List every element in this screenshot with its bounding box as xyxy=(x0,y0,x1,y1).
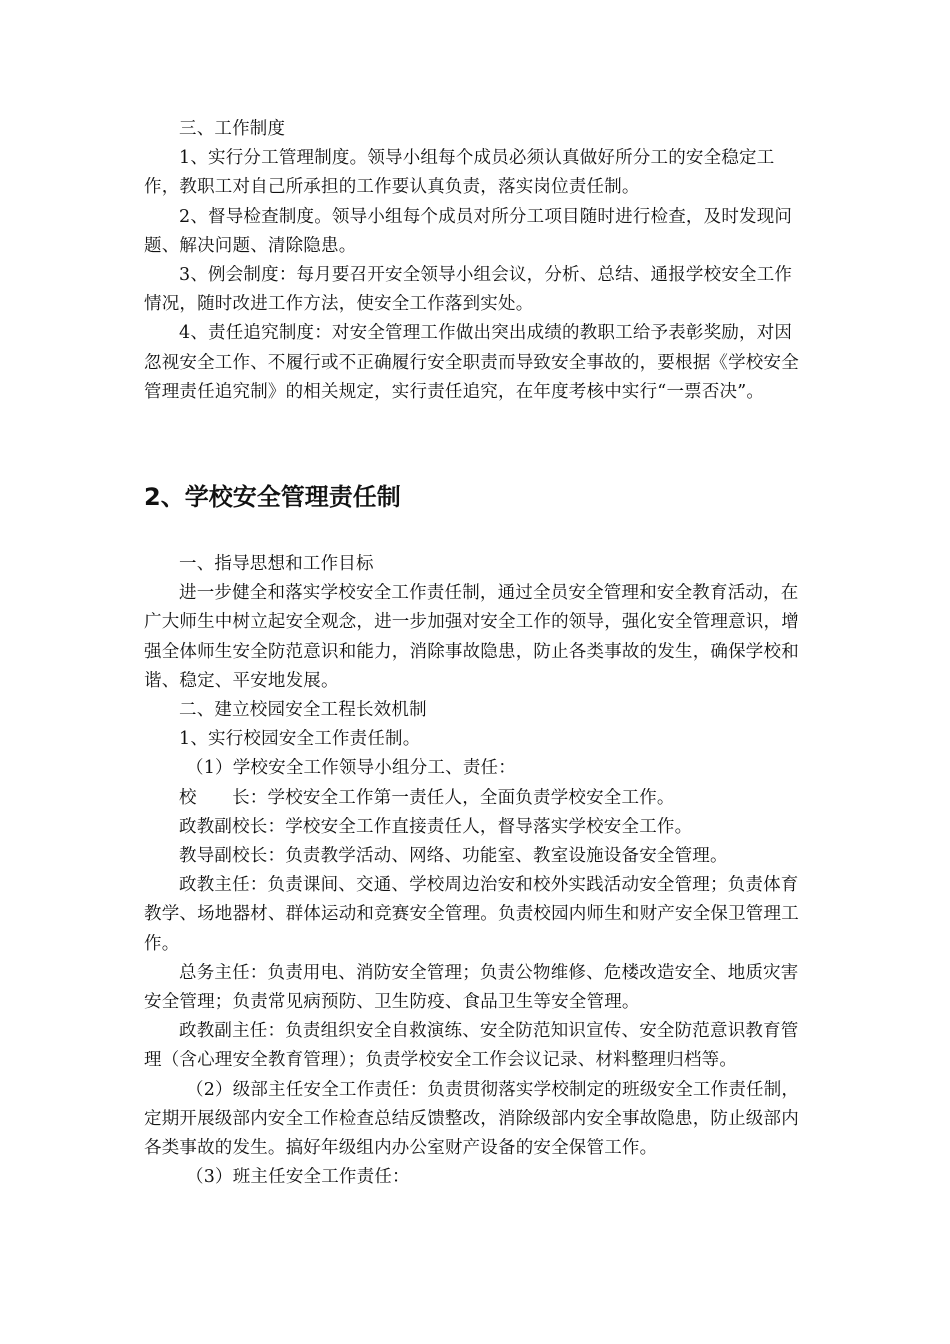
paragraph: （1）学校安全工作领导小组分工、责任： xyxy=(186,758,516,779)
paragraph: （3）班主任安全工作责任： xyxy=(186,1167,410,1188)
paragraph: （2）级部主任安全工作责任：负责贯彻落实学校制定的班级安全工作责任制，定期开展级部内安全工作检查总结反馈整改，消除级部内安全事故隐患，防止级部内各类事故的发生。搞好年级组内办公室财产设备的安全保管工作。 xyxy=(144,1079,800,1159)
paragraph: 教导副校长：负责教学活动、网络、功能室、教室设施设备安全管理。 xyxy=(179,846,728,867)
paragraph: 1、实行校园安全工作责任制。 xyxy=(179,729,421,750)
paragraph: 1、实行分工管理制度。领导小组每个成员必须认真做好所分工的安全稳定工作，教职工对自己所承担的工作要认真负责，落实岗位责任制。 xyxy=(144,148,775,198)
paragraph: 2、督导检查制度。领导小组每个成员对所分工项目随时进行检查，及时发现问题、解决问题、清除隐患。 xyxy=(144,206,793,256)
paragraph: 4、责任追究制度：对安全管理工作做出突出成绩的教职工给予表彰奖励，对因忽视安全工作、不履行或不正确履行安全职责而导致安全事故的，要根据《学校安全管理责任追究制》的相关规定，实行责任追究，在年度考核中实行“一票否决”。 xyxy=(144,323,799,402)
paragraph: 3、例会制度：每月要召开安全领导小组会议，分析、总结、通报学校安全工作情况，随时改进工作方法，使安全工作落到实处。 xyxy=(144,265,793,315)
section-heading: 2、学校安全管理责任制 xyxy=(144,483,401,511)
section-responsibility xyxy=(144,550,806,1192)
section-work-system xyxy=(144,115,806,407)
paragraph: 总务主任：负责用电、消防安全管理；负责公物维修、危楼改造安全、地质灾害安全管理；负责常见病预防、卫生防疫、食品卫生等安全管理。 xyxy=(144,962,799,1013)
subheading-long-term-mechanism: 二、建立校园安全工程长效机制 xyxy=(179,700,427,721)
paragraph: 政教副主任：负责组织安全自救演练、安全防范知识宣传、安全防范意识教育管理（含心理安全教育管理）；负责学校安全工作会议记录、材料整理归档等。 xyxy=(144,1021,799,1071)
paragraph: 进一步健全和落实学校安全工作责任制，通过全员安全管理和安全教育活动，在广大师生中树立起安全观念，进一步加强对安全工作的领导，强化安全管理意识，增强全体师生安全防范意识和能力，消除事故隐患，防止各类事故的发生，确保学校和谐、稳定、平安地发展。 xyxy=(144,583,799,691)
paragraph: 校 长：学校安全工作第一责任人，全面负责学校安全工作。 xyxy=(179,787,675,808)
paragraph: 政教副校长：学校安全工作直接责任人，督导落实学校安全工作。 xyxy=(179,816,693,837)
subheading-work-system: 三、工作制度 xyxy=(179,119,286,139)
paragraph: 政教主任：负责课间、交通、学校周边治安和校外实践活动安全管理；负责体育教学、场地器材、群体运动和竞赛安全管理。负责校园内师生和财产安全保卫管理工作。 xyxy=(144,875,799,954)
subheading-guiding-ideology: 一、指导思想和工作目标 xyxy=(179,554,374,574)
